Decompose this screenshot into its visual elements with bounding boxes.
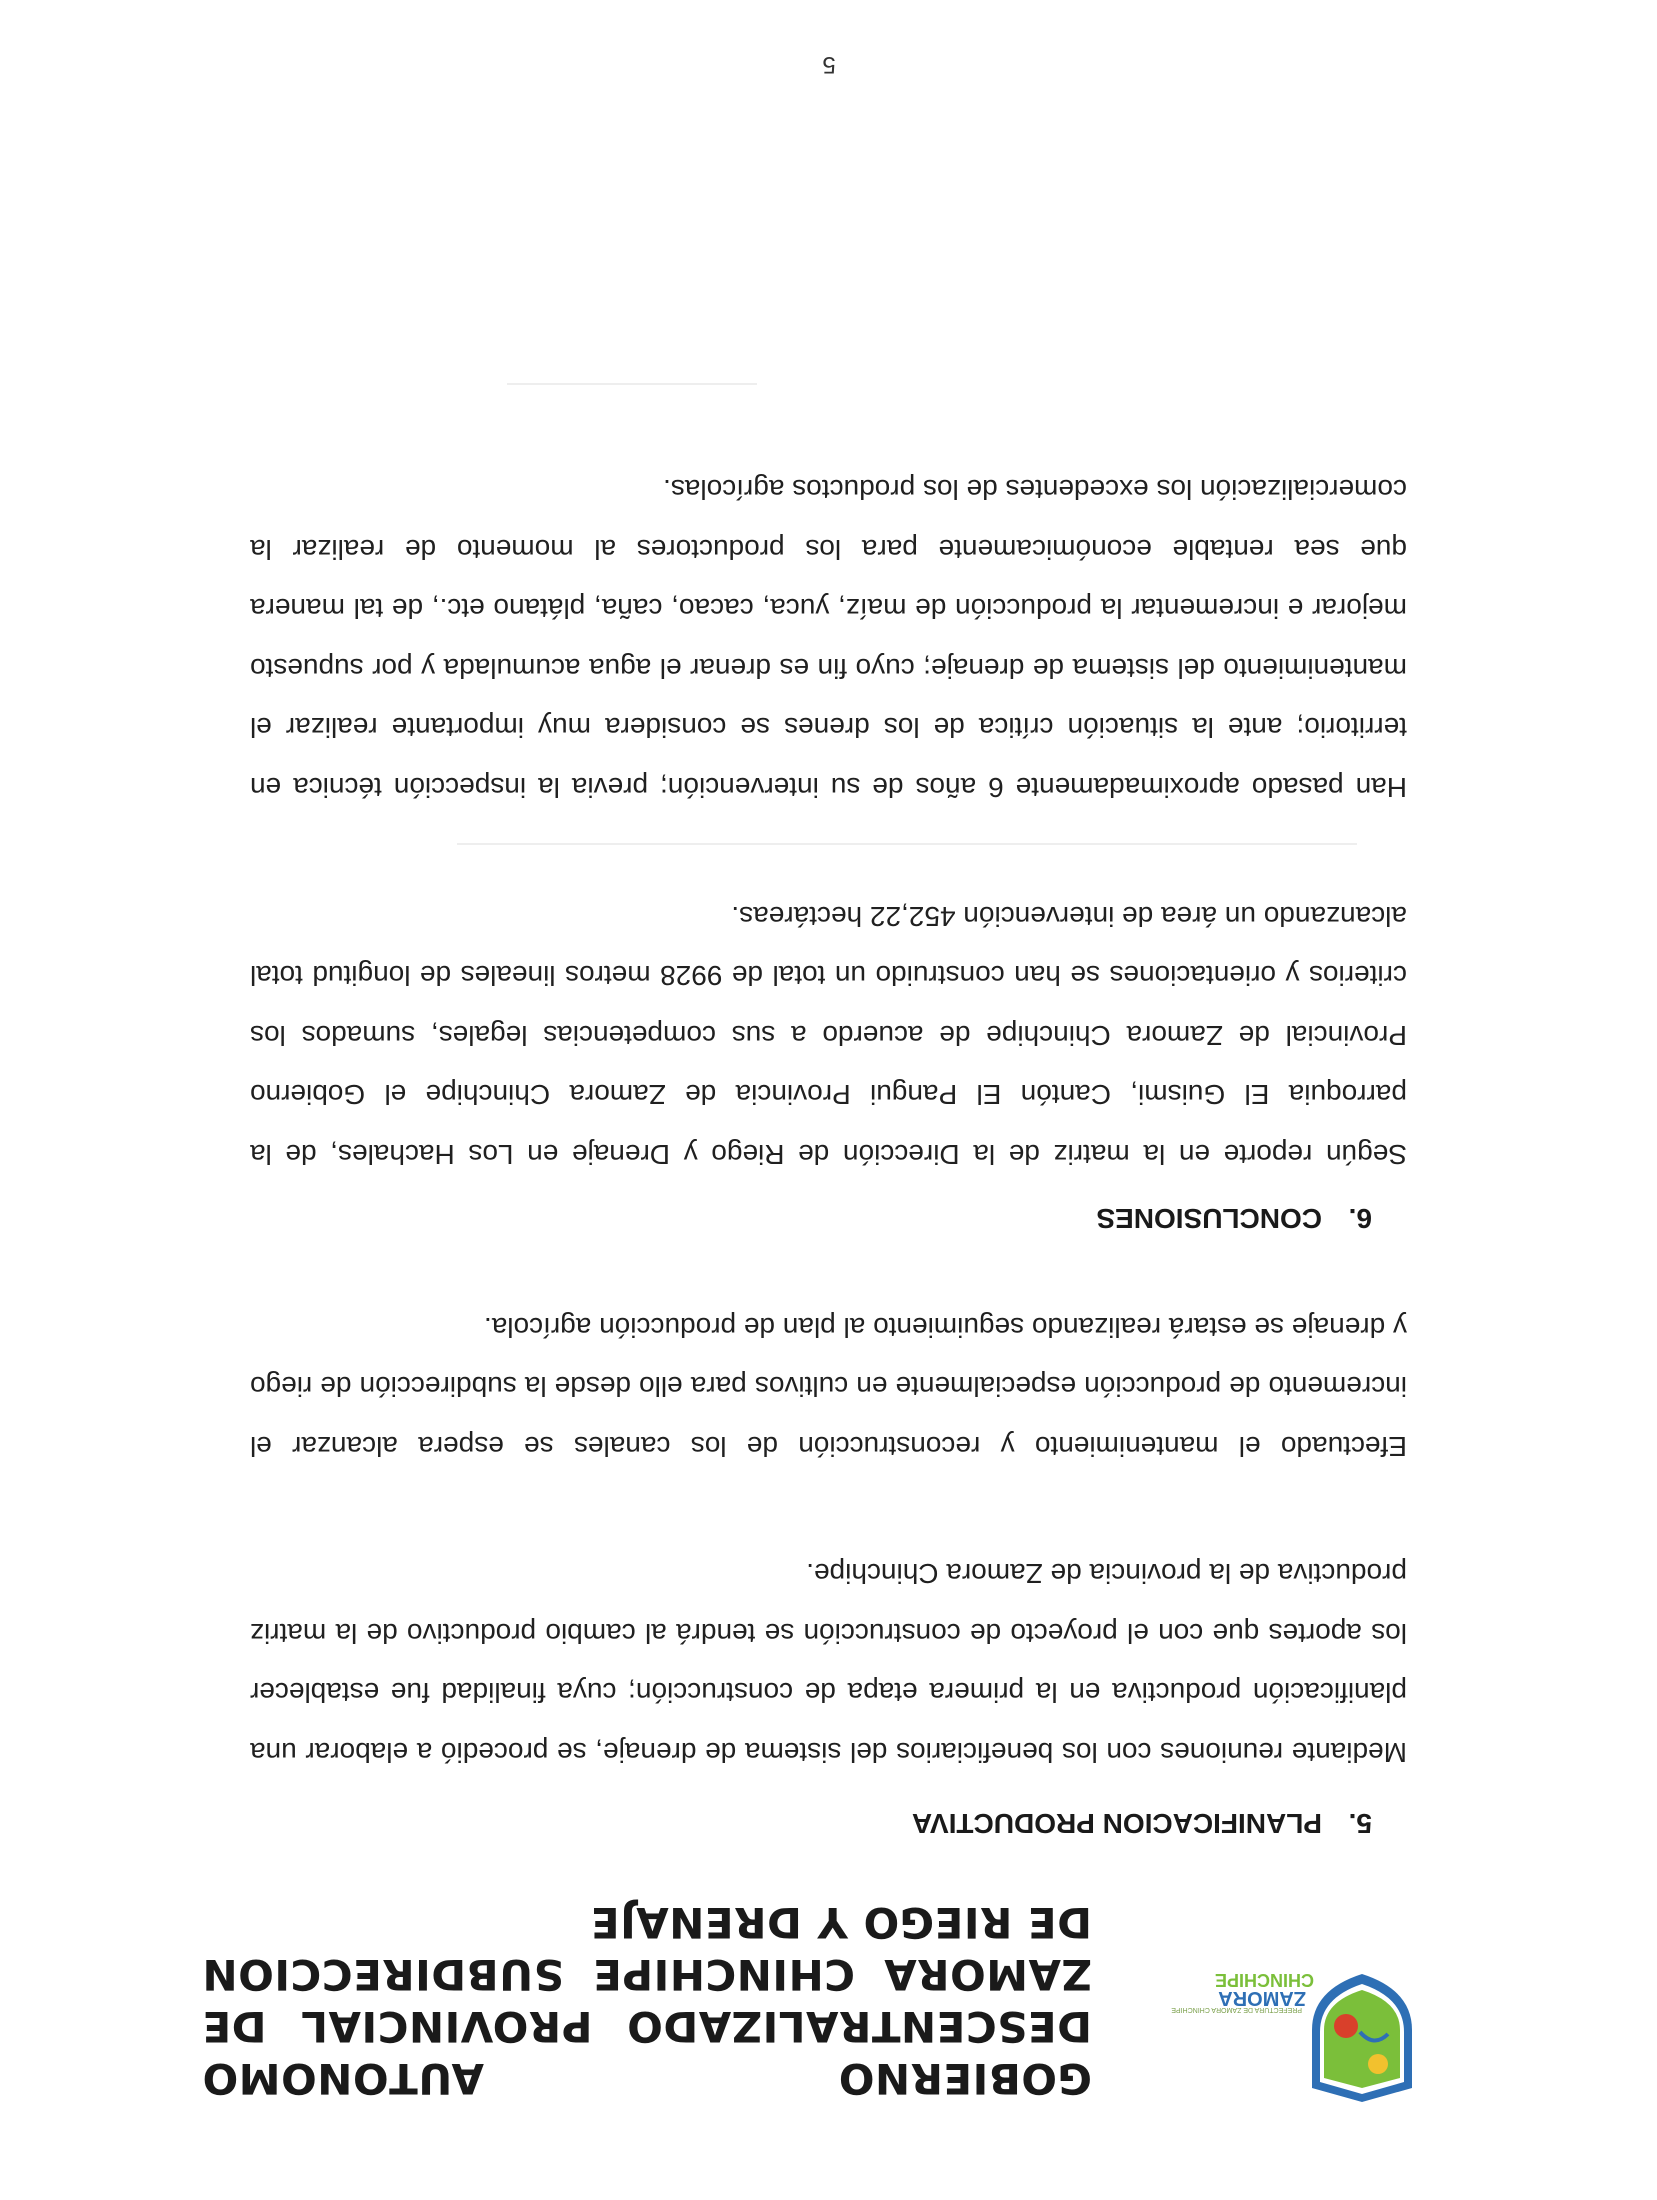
section-5-paragraph-1: Mediante reuniones con los beneficiarios del sistema de drenaje, se procedió a elaborar una planificación productiva en la primera etapa de construcción; cuya finalidad fue establecer los aportes que con el proyecto de construcción se tendrá al cambio productivo de la matriz productiva de la provincia de Zamora Chinchipe. <box>250 1558 1407 1768</box>
letterhead <box>182 1898 1432 2108</box>
section-5-heading <box>912 1806 1372 1840</box>
section-6-number: 6. <box>1348 1203 1372 1234</box>
section-6-title: CONCLUSIONES <box>1096 1203 1322 1234</box>
section-5-number: 5. <box>1348 1808 1372 1839</box>
section-6-paragraph-2: Han pasado aproximadamente 6 años de su intervención; previa la inspección técnica en territorio; ante la situación crítica de los drenes se considera muy importante realizar el mantenimiento del sistema de drenaje; cuyo fin es drenar el agua acumulada y por supuesto mejorar e incrementar la producción de maíz, yuca, cacao, caña, plátano etc., de tal manera que sea rentable económicamente para los productores al momento de realizar la comercialización los excedentes de los productos agrícolas. <box>250 474 1407 803</box>
section-5-title: PLANIFICACION PRODUCTIVA <box>911 1808 1322 1839</box>
scan-bleed-line <box>457 843 1357 845</box>
section-5-paragraph-2: Efectuado el mantenimiento y reconstrucción de los canales se espera alcanzar el incremento de producción especialmente en cultivos para ello desde la subdirección de riego y drenaje se estará realizando seguimiento al plan de producción agrícola. <box>250 1312 1407 1462</box>
letterhead-title: GOBIERNO AUTONOMO DESCENTRALIZADO PROVINCIAL DE ZAMORA CHINCHIPE SUBDIRECCION DE RIEGO Y DRENAJE <box>202 1898 1092 2103</box>
section-6-paragraph-1: Según reporte en la matriz de la Dirección de Riego y Drenaje en Los Hachales, de la parroquia El Guismi, Cantón El Pangui Provincia de Zamora Chinchipe el Gobierno Provincial de Zamora Chinchipe de acuerdo a sus competencias legales, sumados los criterios y orientaciones se han construido un total de 9928 metros lineales de longitud total alcanzando un área de intervención 452,22 hectáreas. <box>250 901 1407 1170</box>
scan-bleed-line <box>507 383 757 385</box>
page-number: 5 <box>822 51 836 78</box>
logo-small-text: PREFECTURA DE ZAMORA CHINCHIPE <box>1171 2006 1302 2013</box>
logo-chinchipe-text: CHINCHIPE <box>1214 1970 1314 1990</box>
prefectura-logo <box>1171 1968 1432 2108</box>
section-6-heading <box>1096 1201 1372 1235</box>
logo-zamora-text: ZAMORA <box>1218 1987 1306 2009</box>
